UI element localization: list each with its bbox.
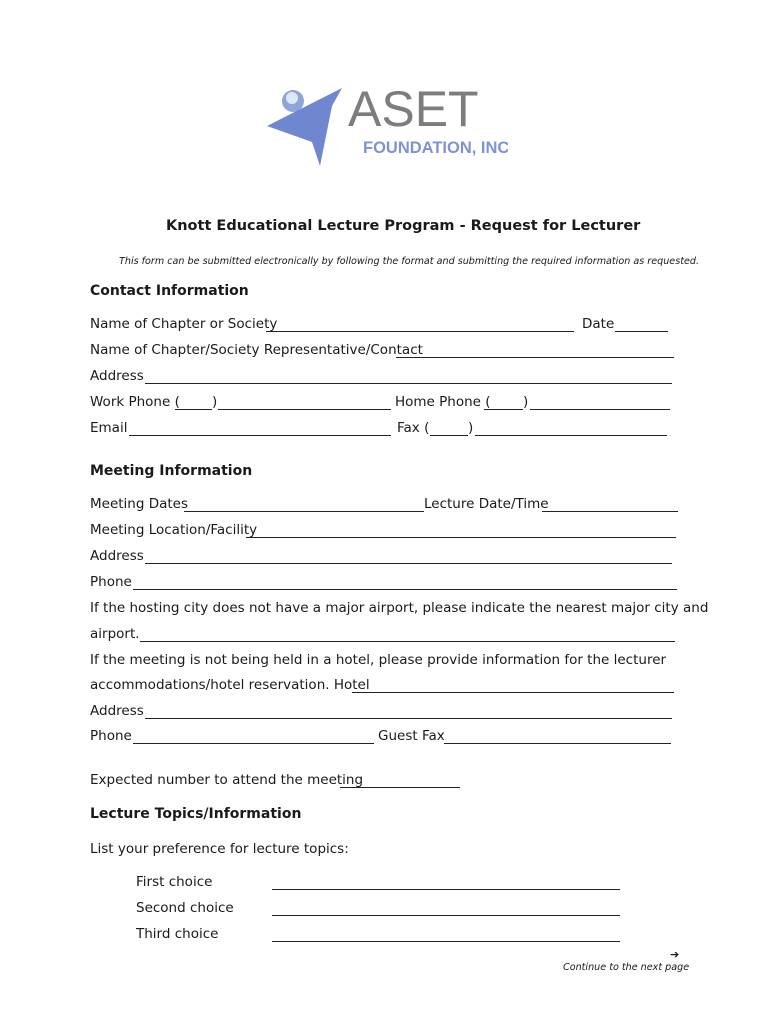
work-phone-label: Work Phone ( xyxy=(90,394,180,410)
first-choice-label: First choice xyxy=(136,874,213,890)
email-label: Email xyxy=(90,420,128,436)
rep-label: Name of Chapter/Society Representative/Contact xyxy=(90,342,423,358)
page-subtitle: This form can be submitted electronically by following the format and submitting the required information as requested. xyxy=(119,256,699,267)
meeting-heading: Meeting Information xyxy=(90,463,253,479)
location-label: Meeting Location/Facility xyxy=(90,522,258,538)
arrow-right-icon: ➔ xyxy=(670,948,680,961)
airport-text-1: If the hosting city does not have a major airport, please indicate the nearest major city and xyxy=(90,600,709,616)
work-phone-area-field[interactable] xyxy=(175,409,212,410)
third-choice-field[interactable] xyxy=(272,941,620,942)
home-phone-label: Home Phone ( xyxy=(395,394,491,410)
meeting-address-label: Address xyxy=(90,548,144,564)
home-phone-field[interactable] xyxy=(530,409,670,410)
expected-label: Expected number to attend the meeting xyxy=(90,772,364,788)
rep-field[interactable] xyxy=(396,357,674,358)
fax-label: Fax ( xyxy=(397,420,430,436)
chapter-field[interactable] xyxy=(266,331,574,332)
location-field[interactable] xyxy=(246,537,676,538)
work-phone-field[interactable] xyxy=(218,409,391,410)
hotel-phone-field[interactable] xyxy=(133,743,374,744)
date-label: Date xyxy=(582,316,615,332)
airport-text-2: airport. xyxy=(90,626,140,642)
meeting-dates-field[interactable] xyxy=(184,511,424,512)
work-phone-paren: ) xyxy=(212,394,218,410)
address-label: Address xyxy=(90,368,144,384)
second-choice-label: Second choice xyxy=(136,900,234,916)
fax-area-field[interactable] xyxy=(430,435,468,436)
date-field[interactable] xyxy=(615,331,668,332)
aset-logo xyxy=(262,74,508,174)
topics-heading: Lecture Topics/Information xyxy=(90,806,302,822)
address-field[interactable] xyxy=(145,383,672,384)
hotel-address-label: Address xyxy=(90,703,144,719)
home-phone-paren: ) xyxy=(523,394,529,410)
topics-list-label: List your preference for lecture topics: xyxy=(90,841,349,857)
meeting-phone-field[interactable] xyxy=(133,589,677,590)
aset-logo-graphic xyxy=(262,74,508,174)
contact-heading: Contact Information xyxy=(90,283,249,299)
page-title: Knott Educational Lecture Program - Request for Lecturer xyxy=(166,218,641,234)
fax-paren: ) xyxy=(468,420,474,436)
logo-text-bottom: FOUNDATION, INC. xyxy=(363,139,508,157)
email-field[interactable] xyxy=(129,435,391,436)
logo-text-top: ASET xyxy=(348,81,479,137)
guest-fax-field[interactable] xyxy=(444,743,671,744)
lecture-date-field[interactable] xyxy=(542,511,678,512)
meeting-address-field[interactable] xyxy=(145,563,672,564)
home-phone-area-field[interactable] xyxy=(484,409,523,410)
lecture-date-label: Lecture Date/Time xyxy=(424,496,549,512)
guest-fax-label: Guest Fax xyxy=(378,728,445,744)
continue-note: Continue to the next page xyxy=(563,962,690,973)
hotel-text-1: If the meeting is not being held in a hotel, please provide information for the lecturer xyxy=(90,652,667,668)
expected-field[interactable] xyxy=(340,787,460,788)
airport-field[interactable] xyxy=(140,641,675,642)
meeting-dates-label: Meeting Dates xyxy=(90,496,189,512)
fax-field[interactable] xyxy=(475,435,667,436)
chapter-label: Name of Chapter or Society xyxy=(90,316,278,332)
first-choice-field[interactable] xyxy=(272,889,620,890)
third-choice-label: Third choice xyxy=(136,926,219,942)
hotel-field[interactable] xyxy=(352,692,674,693)
hotel-text-2: accommodations/hotel reservation. Hotel xyxy=(90,677,370,693)
hotel-phone-label: Phone xyxy=(90,728,132,744)
meeting-phone-label: Phone xyxy=(90,574,132,590)
hotel-address-field[interactable] xyxy=(145,718,672,719)
second-choice-field[interactable] xyxy=(272,915,620,916)
